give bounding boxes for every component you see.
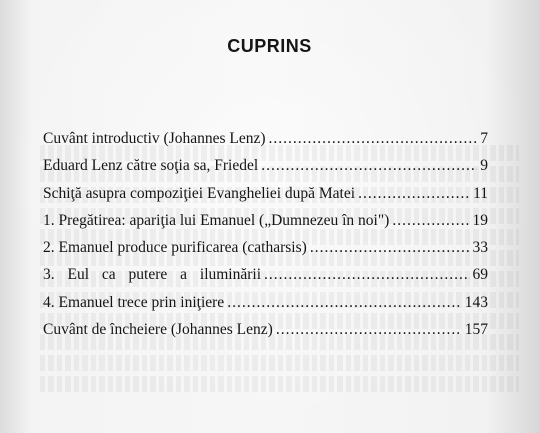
toc-entry — [43, 321, 488, 348]
toc-page-number: 69 — [472, 266, 488, 284]
page-title: CUPRINS — [227, 36, 312, 56]
toc-entry-title: 4. Emanuel trece prin iniţiere — [43, 293, 225, 311]
toc-entry — [43, 266, 488, 293]
toc-dot-leader — [269, 130, 478, 148]
toc-page-number: 11 — [473, 184, 488, 202]
toc-entry-title: 1. Pregătirea: apariţia lui Emanuel („Dumnezeu în noi") — [43, 211, 390, 229]
toc-dot-leader — [392, 212, 469, 230]
toc-entry — [43, 185, 488, 212]
toc-page-number: 19 — [472, 211, 488, 229]
toc-entry-title: Cuvânt de încheiere (Johannes Lenz) — [43, 321, 273, 339]
toc-page-number: 9 — [480, 157, 488, 175]
toc-entry — [43, 294, 488, 321]
toc-dot-leader — [264, 266, 469, 284]
toc-page-number: 157 — [464, 321, 488, 339]
toc-entry — [43, 130, 488, 157]
toc-entry-title: Cuvânt introductiv (Johannes Lenz) — [43, 130, 266, 147]
toc-entry — [43, 157, 488, 184]
toc-page-number: 33 — [472, 239, 488, 257]
toc-dot-leader — [261, 157, 477, 175]
toc-entry-title: Eduard Lenz către soţia sa, Friedel — [43, 157, 259, 175]
toc-dot-leader — [310, 239, 470, 257]
toc-entry-title: 3. Eul ca putere a iluminării — [43, 266, 262, 284]
toc-dot-leader — [227, 294, 462, 312]
toc-entry-title: 2. Emanuel produce purificarea (catharsis) — [43, 239, 307, 257]
toc-entry — [43, 212, 488, 239]
toc-page-number: 143 — [464, 293, 488, 311]
table-of-contents — [43, 130, 488, 348]
toc-entry-title: Schiţă asupra compoziţiei Evangheliei după Matei — [43, 184, 356, 202]
toc-dot-leader — [276, 321, 462, 339]
toc-dot-leader — [358, 185, 470, 203]
toc-entry — [43, 239, 488, 266]
toc-page-number: 7 — [480, 130, 488, 147]
